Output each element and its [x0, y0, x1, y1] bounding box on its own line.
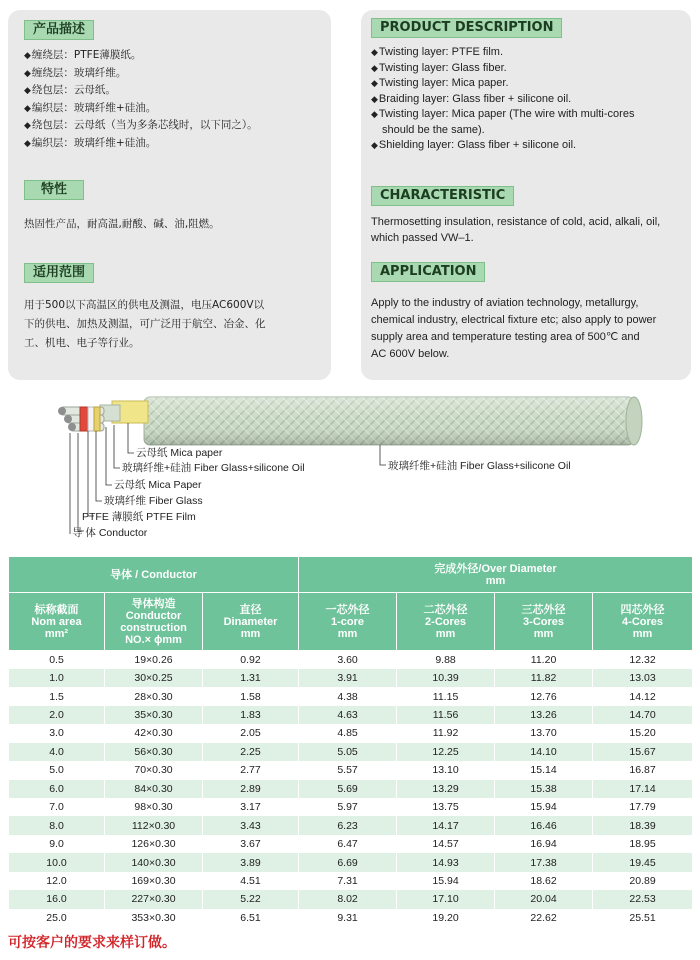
table-cell: 6.51 — [203, 909, 299, 927]
cn-desc-title: 产品描述 — [24, 20, 94, 40]
en-char-text — [371, 215, 660, 246]
table-cell: 2.77 — [203, 761, 299, 779]
table-cell: 56×0.30 — [105, 743, 203, 761]
table-cell: 1.31 — [203, 669, 299, 687]
label-glass-silicone-outer: 玻璃纤维+硅油 Fiber Glass+silicone Oil — [388, 460, 571, 472]
table-cell: 14.10 — [495, 743, 593, 761]
group-over-diameter — [299, 557, 693, 593]
en-char-title: CHARACTERISTIC — [371, 186, 514, 206]
custom-order-note: 可按客户的要求来样订做。 — [8, 935, 176, 951]
table-cell: 28×0.30 — [105, 687, 203, 705]
table-row — [9, 761, 693, 779]
list-item: ◆Twisting layer: PTFE film. — [371, 46, 503, 58]
list-item: ◆绕包层：云母纸。 — [24, 84, 116, 96]
table-cell: 19.20 — [397, 909, 495, 927]
table-cell: 25.51 — [593, 909, 693, 927]
text-line: Apply to the industry of aviation technology, metallurgy, — [371, 297, 639, 309]
table-cell: 6.23 — [299, 816, 397, 834]
table-cell: 17.14 — [593, 780, 693, 798]
table-cell: 13.03 — [593, 669, 693, 687]
table-row — [9, 706, 693, 724]
table-cell: 15.94 — [495, 798, 593, 816]
table-row — [9, 909, 693, 927]
table-row — [9, 780, 693, 798]
text-line: chemical industry, electrical fixture etc; also apply to power — [371, 314, 657, 326]
table-row — [9, 669, 693, 687]
table-cell: 6.0 — [9, 780, 105, 798]
outer-braid — [144, 397, 642, 445]
table-cell: 3.43 — [203, 816, 299, 834]
table-cell: 0.92 — [203, 651, 299, 669]
en-app-text — [371, 295, 656, 363]
table-cell: 227×0.30 — [105, 890, 203, 908]
table-cell: 13.75 — [397, 798, 495, 816]
table-row — [9, 743, 693, 761]
table-cell: 8.02 — [299, 890, 397, 908]
table-cell: 12.25 — [397, 743, 495, 761]
table-cell: 35×0.30 — [105, 706, 203, 724]
table-cell: 112×0.30 — [105, 816, 203, 834]
cn-app-title: 适用范围 — [24, 263, 94, 283]
table-cell: 70×0.30 — [105, 761, 203, 779]
col-diameter: 直径 Dinameter mm — [203, 593, 299, 651]
table-cell: 12.0 — [9, 872, 105, 890]
table-cell: 42×0.30 — [105, 724, 203, 742]
label-glass-fiber: 玻璃纤维 Fiber Glass — [104, 495, 203, 507]
table-cell: 14.12 — [593, 687, 693, 705]
table-cell: 1.5 — [9, 687, 105, 705]
group-over-diameter-unit: mm — [485, 574, 506, 587]
table-row — [9, 853, 693, 871]
table-cell: 12.76 — [495, 687, 593, 705]
table-cell: 11.56 — [397, 706, 495, 724]
table-cell: 3.17 — [203, 798, 299, 816]
table-cell: 10.39 — [397, 669, 495, 687]
list-item: ◆Twisting layer: Glass fiber. — [371, 61, 507, 74]
table-cell: 12.32 — [593, 651, 693, 669]
list-item: ◆编织层：玻璃纤维+硅油。 — [24, 136, 157, 149]
table-cell: 15.94 — [397, 872, 495, 890]
table-cell: 20.04 — [495, 890, 593, 908]
table-cell: 18.95 — [593, 835, 693, 853]
label-conductor: 导 体 Conductor — [72, 527, 148, 539]
core-wires — [58, 407, 104, 431]
col-conductor-construction: 导体构造 Conductor construction NO.× ϕmm — [105, 593, 203, 651]
label-mica-paper-outer: 云母纸 Mica paper — [136, 447, 223, 459]
table-cell: 6.69 — [299, 853, 397, 871]
label-ptfe-film: PTFE 薄膜纸 PTFE Film — [82, 511, 196, 523]
list-item: ◆Braiding layer: Glass fiber + silicone oil. — [371, 92, 572, 105]
table-cell: 4.85 — [299, 724, 397, 742]
list-item: ◆编织层：玻璃纤维+硅油。 — [24, 101, 157, 114]
table-cell: 5.69 — [299, 780, 397, 798]
table-cell: 13.70 — [495, 724, 593, 742]
text-line: 用于500以下高温区的供电及测温，电压AC600V以 — [24, 299, 265, 311]
table-cell: 9.31 — [299, 909, 397, 927]
table-row — [9, 687, 693, 705]
table-cell: 13.10 — [397, 761, 495, 779]
table-cell: 17.38 — [495, 853, 593, 871]
table-row — [9, 890, 693, 908]
list-item-continuation: should be the same). — [382, 123, 485, 136]
list-item: ◆Twisting layer: Mica paper. — [371, 77, 509, 89]
col-4-cores: 四芯外径 4-Cores mm — [593, 593, 693, 651]
label-mica-paper-inner: 云母纸 Mica Paper — [114, 479, 202, 491]
table-cell: 13.29 — [397, 780, 495, 798]
text-line: Thermosetting insulation, resistance of cold, acid, alkali, oil, — [371, 216, 661, 228]
list-item: ◆缠绕层：PTFE薄膜纸。 — [24, 49, 142, 61]
table-cell: 25.0 — [9, 909, 105, 927]
table-cell: 14.17 — [397, 816, 495, 834]
table-cell: 6.47 — [299, 835, 397, 853]
table-cell: 22.53 — [593, 890, 693, 908]
table-column-header — [9, 593, 693, 651]
table-cell: 15.14 — [495, 761, 593, 779]
cn-char-text: 热固性产品，耐高温,耐酸、碱、油,阻燃。 — [24, 218, 220, 230]
table-cell: 30×0.25 — [105, 669, 203, 687]
table-cell: 9.0 — [9, 835, 105, 853]
table-cell: 16.87 — [593, 761, 693, 779]
cn-panel — [8, 10, 331, 380]
table-row — [9, 724, 693, 742]
text-line: supply area and temperature testing area of 500℃ and — [371, 331, 640, 343]
table-cell: 3.60 — [299, 651, 397, 669]
table-cell: 14.57 — [397, 835, 495, 853]
table-cell: 3.89 — [203, 853, 299, 871]
table-cell: 2.89 — [203, 780, 299, 798]
table-cell: 5.05 — [299, 743, 397, 761]
table-cell: 1.83 — [203, 706, 299, 724]
table-cell: 1.58 — [203, 687, 299, 705]
table-cell: 11.82 — [495, 669, 593, 687]
list-item: ◆绕包层：云母纸（当为多条芯线时，以下同之）。 — [24, 119, 258, 131]
table-cell: 4.0 — [9, 743, 105, 761]
table-cell: 18.39 — [593, 816, 693, 834]
list-item: ◆Twisting layer: Mica paper (The wire with multi-cores — [371, 108, 635, 120]
table-cell: 11.20 — [495, 651, 593, 669]
table-cell: 98×0.30 — [105, 798, 203, 816]
group-over-diameter-title: 完成外径/Over Diameter — [434, 562, 557, 575]
table-cell: 169×0.30 — [105, 872, 203, 890]
table-cell: 17.79 — [593, 798, 693, 816]
table-cell: 7.0 — [9, 798, 105, 816]
table-cell: 3.0 — [9, 724, 105, 742]
col-3-cores: 三芯外径 3-Cores mm — [495, 593, 593, 651]
table-cell: 4.63 — [299, 706, 397, 724]
table-cell: 3.67 — [203, 835, 299, 853]
table-row — [9, 835, 693, 853]
table-row — [9, 798, 693, 816]
table-cell: 14.70 — [593, 706, 693, 724]
table-cell: 15.38 — [495, 780, 593, 798]
en-panel — [361, 10, 691, 380]
table-cell: 5.22 — [203, 890, 299, 908]
table-cell: 140×0.30 — [105, 853, 203, 871]
table-row — [9, 816, 693, 834]
table-cell: 17.10 — [397, 890, 495, 908]
col-nom-area: 标称截面 Nom area mm² — [9, 593, 105, 651]
table-cell: 126×0.30 — [105, 835, 203, 853]
table-row — [9, 651, 693, 669]
col-1-core: 一芯外径 1-core mm — [299, 593, 397, 651]
table-cell: 15.67 — [593, 743, 693, 761]
col-2-cores: 二芯外径 2-Cores mm — [397, 593, 495, 651]
table-cell: 9.88 — [397, 651, 495, 669]
cn-char-title: 特性 — [24, 180, 84, 200]
table-cell: 353×0.30 — [105, 909, 203, 927]
en-desc-list — [371, 45, 634, 154]
table-cell: 5.0 — [9, 761, 105, 779]
en-app-title: APPLICATION — [371, 262, 485, 282]
table-cell: 22.62 — [495, 909, 593, 927]
cable-illustration — [40, 385, 680, 545]
cn-desc-list — [24, 47, 258, 152]
table-group-header — [9, 557, 693, 593]
spec-table — [8, 556, 693, 927]
text-line: 工、机电、电子等行业。 — [24, 337, 140, 349]
table-cell: 15.20 — [593, 724, 693, 742]
table-cell: 18.62 — [495, 872, 593, 890]
table-cell: 20.89 — [593, 872, 693, 890]
table-cell: 4.51 — [203, 872, 299, 890]
label-glass-silicone-inner: 玻璃纤维+硅油 Fiber Glass+silicone Oil — [122, 462, 305, 474]
table-cell: 5.97 — [299, 798, 397, 816]
text-line: which passed VW–1. — [371, 231, 474, 244]
table-cell: 84×0.30 — [105, 780, 203, 798]
table-cell: 5.57 — [299, 761, 397, 779]
table-cell: 16.94 — [495, 835, 593, 853]
table-cell: 14.93 — [397, 853, 495, 871]
table-row — [9, 872, 693, 890]
table-cell: 1.0 — [9, 669, 105, 687]
table-cell: 19×0.26 — [105, 651, 203, 669]
table-cell: 13.26 — [495, 706, 593, 724]
table-cell: 8.0 — [9, 816, 105, 834]
cn-app-text — [24, 296, 266, 353]
spec-table-body — [9, 651, 693, 928]
text-line: AC 600V below. — [371, 348, 450, 360]
table-cell: 10.0 — [9, 853, 105, 871]
table-cell: 16.46 — [495, 816, 593, 834]
list-item: ◆缠绕层：玻璃纤维。 — [24, 66, 127, 79]
en-desc-title: PRODUCT DESCRIPTION — [371, 18, 562, 38]
table-cell: 11.15 — [397, 687, 495, 705]
table-cell: 0.5 — [9, 651, 105, 669]
table-cell: 4.38 — [299, 687, 397, 705]
table-cell: 11.92 — [397, 724, 495, 742]
table-cell: 2.0 — [9, 706, 105, 724]
group-conductor: 导体 / Conductor — [9, 557, 299, 593]
table-cell: 7.31 — [299, 872, 397, 890]
table-cell: 19.45 — [593, 853, 693, 871]
table-cell: 3.91 — [299, 669, 397, 687]
text-line: 下的供电、加热及测温，可广泛用于航空、冶金、化 — [24, 318, 266, 330]
table-cell: 16.0 — [9, 890, 105, 908]
list-item: ◆Shielding layer: Glass fiber + silicone oil. — [371, 139, 577, 151]
table-cell: 2.25 — [203, 743, 299, 761]
table-cell: 2.05 — [203, 724, 299, 742]
